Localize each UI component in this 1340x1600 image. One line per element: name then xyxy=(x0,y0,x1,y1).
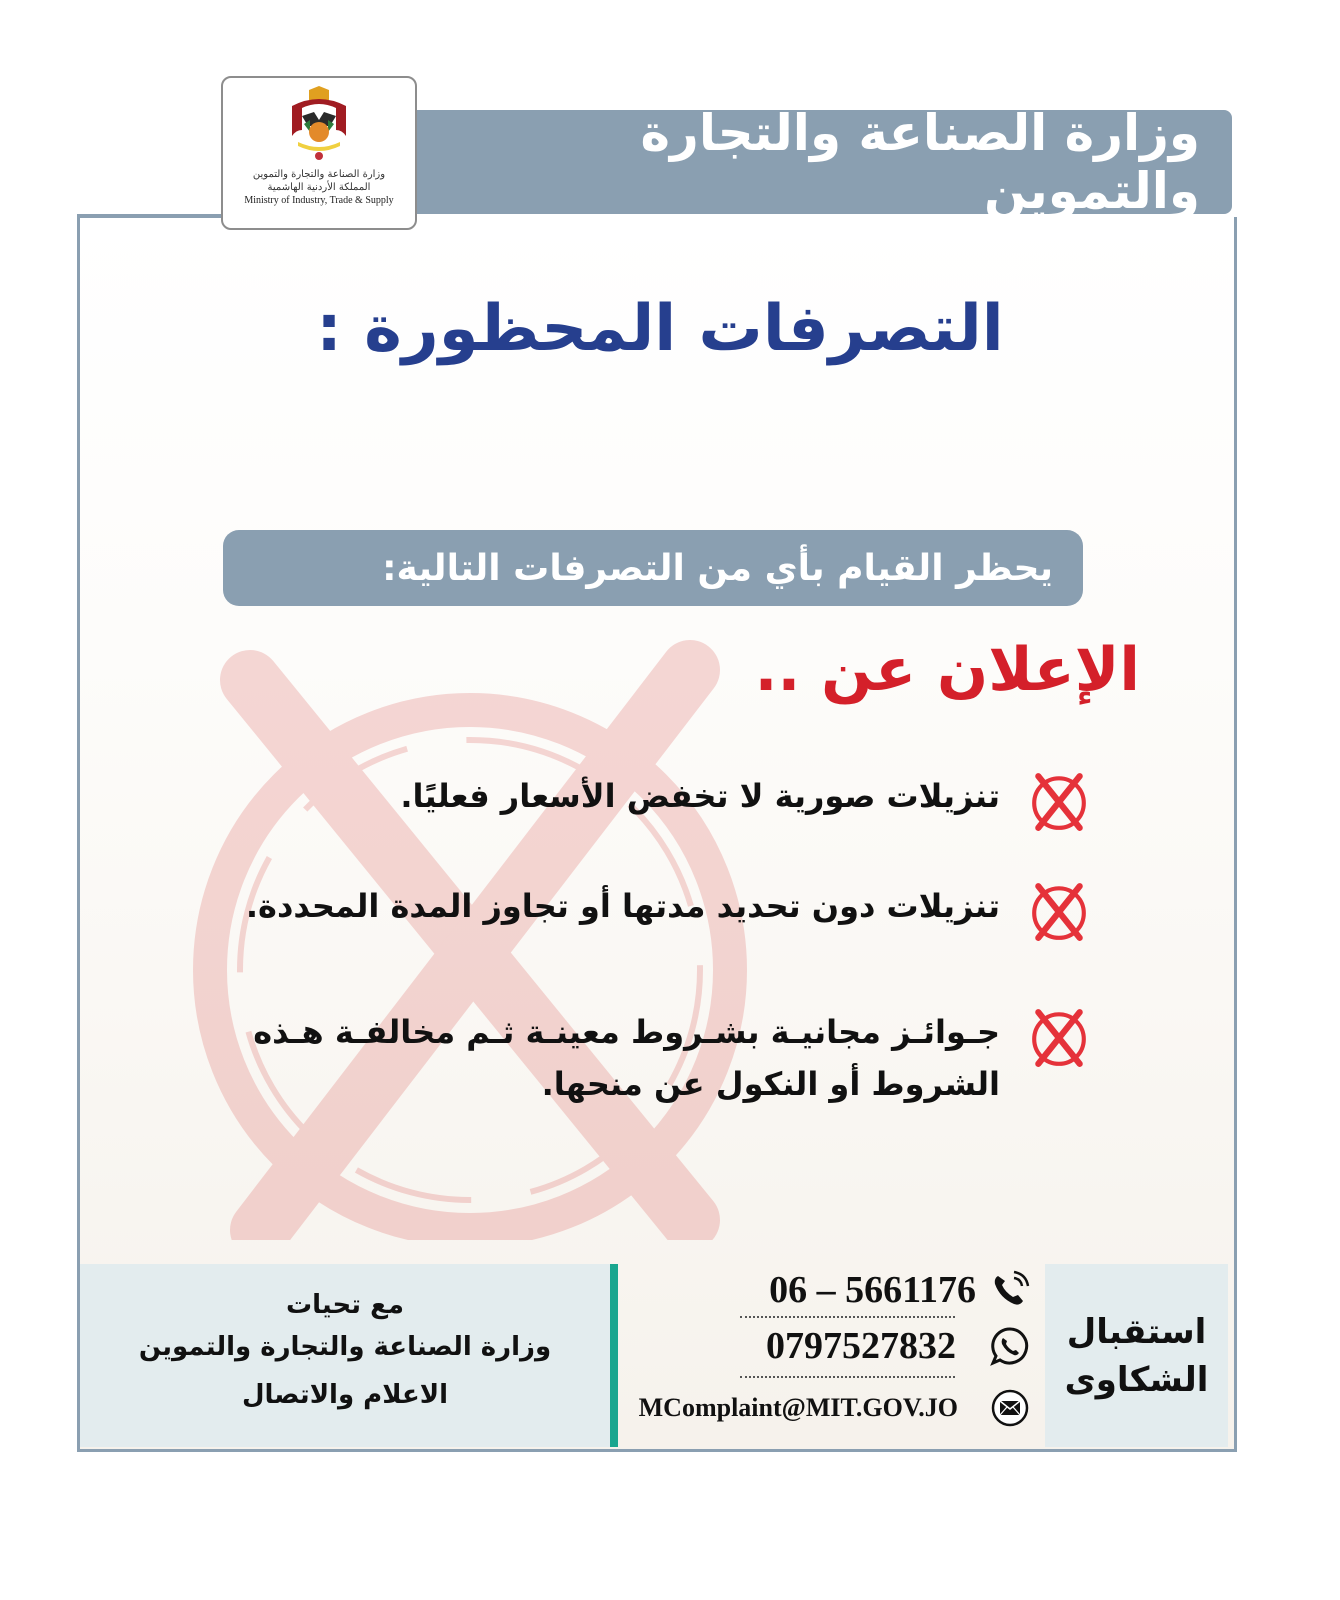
ministry-title: وزارة الصناعة والتجارة والتموين xyxy=(640,104,1200,220)
regards-line2: وزارة الصناعة والتجارة والتموين xyxy=(138,1332,552,1362)
email-address[interactable]: MComplaint@MIT.GOV.JO xyxy=(638,1393,958,1422)
phone-row xyxy=(769,1268,1030,1312)
list-item xyxy=(400,770,1090,832)
whatsapp-number[interactable]: 0797527832 xyxy=(766,1325,956,1367)
regards-line3: الاعلام والاتصال xyxy=(241,1380,449,1410)
red-x-circle-icon xyxy=(1028,1006,1090,1068)
subheading-text: يحظر القيام بأي من التصرفات التالية: xyxy=(382,547,1053,589)
logo-english-line: Ministry of Industry, Trade & Supply xyxy=(244,195,394,206)
logo-arabic-line1: وزارة الصناعة والتجارة والتموين xyxy=(252,169,386,180)
subheading-bar xyxy=(223,530,1083,606)
whatsapp-icon xyxy=(990,1326,1030,1366)
footer-divider xyxy=(610,1264,618,1447)
email-row xyxy=(639,1388,1030,1428)
complaints-line1: استقبال xyxy=(1066,1311,1207,1352)
regards-line1: مع تحيات xyxy=(286,1290,404,1320)
dotted-separator xyxy=(740,1376,955,1378)
list-item-text: تنزيلات دون تحديد مدتها أو تجاوز المدة المحددة. xyxy=(245,887,1000,925)
phone-icon xyxy=(990,1270,1030,1310)
list-item xyxy=(160,1006,1090,1110)
red-x-circle-icon xyxy=(1028,880,1090,942)
logo-arabic-line2: المملكة الأردنية الهاشمية xyxy=(267,182,371,193)
list-item-text: جـوائـز مجانيـة بشـروط معينـة ثـم مخالفـة هـذه الشروط أو النكول عن منحها. xyxy=(253,1013,1000,1103)
announcement-heading: الإعلان عن .. xyxy=(754,635,1140,705)
list-item-text: تنزيلات صورية لا تخفض الأسعار فعليًا. xyxy=(400,777,1000,815)
jordan-coat-of-arms-icon xyxy=(284,86,354,164)
frame-top-border xyxy=(77,214,225,218)
envelope-icon xyxy=(990,1388,1030,1428)
contact-info xyxy=(638,1264,1030,1447)
page-title: التصرفات المحظورة : xyxy=(316,292,1004,366)
red-x-circle-icon xyxy=(1028,770,1090,832)
complaints-label-panel xyxy=(1045,1264,1228,1447)
complaints-line2: الشكاوى xyxy=(1064,1359,1209,1400)
list-item xyxy=(246,880,1090,942)
footer-regards-panel xyxy=(80,1264,610,1447)
phone-number[interactable]: 06 – 5661176 xyxy=(769,1269,976,1311)
dotted-separator xyxy=(740,1316,955,1318)
ministry-logo xyxy=(221,76,417,230)
ministry-header-bar xyxy=(410,104,1232,220)
whatsapp-row xyxy=(766,1324,1030,1368)
